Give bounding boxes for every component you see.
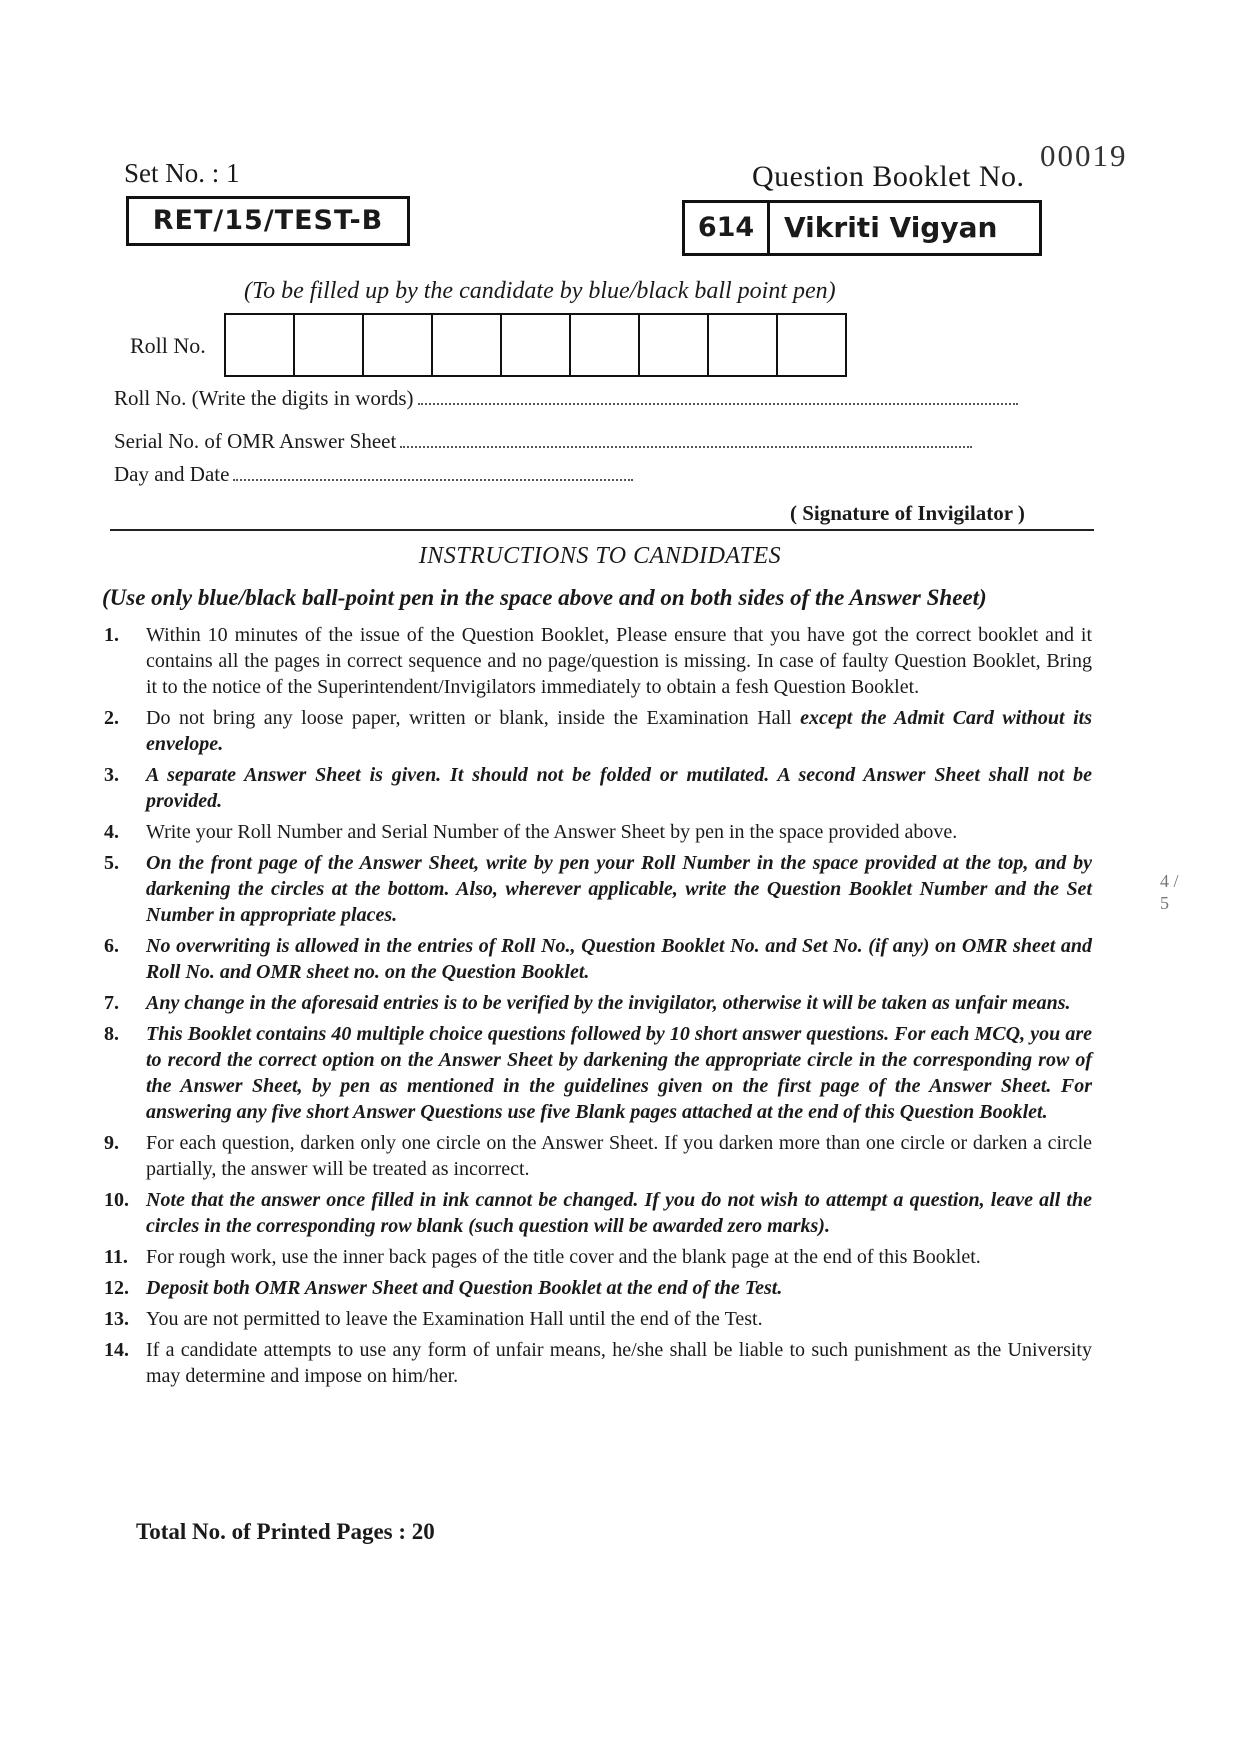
instruction-item [104, 622, 1092, 700]
instruction-number: 10. [104, 1189, 129, 1211]
day-date-line[interactable] [233, 461, 633, 481]
instruction-number: 7. [104, 992, 119, 1014]
instruction-item [104, 1021, 1092, 1125]
question-booklet-number: 00019 [1040, 138, 1128, 173]
instructions-subtitle: (Use only blue/black ball-point pen in the space above and on both sides of the Answer Sheet) [102, 585, 987, 610]
instruction-text-wrapper [146, 705, 1092, 757]
instruction-text: Write your Roll Number and Serial Number of the Answer Sheet by pen in the space provided above. [146, 821, 958, 843]
roll-no-words-label: Roll No. (Write the digits in words) [114, 386, 414, 410]
instruction-number: 5. [104, 852, 119, 874]
instruction-item [104, 990, 1092, 1016]
instruction-number: 6. [104, 935, 119, 957]
omr-serial-field[interactable] [114, 428, 972, 454]
instruction-number: 12. [104, 1277, 129, 1299]
instruction-number: 13. [104, 1308, 129, 1330]
instruction-text: A separate Answer Sheet is given. It should not be folded or mutilated. A second Answer Sheet shall not be provided. [146, 764, 1092, 812]
invigilator-signature-label: ( Signature of Invigilator ) [790, 501, 1025, 525]
roll-no-boxes [224, 313, 847, 377]
total-printed-pages: Total No. of Printed Pages : 20 [136, 1519, 435, 1544]
fill-note: (To be filled up by the candidate by blue/black ball point pen) [244, 278, 836, 304]
instruction-text: Within 10 minutes of the issue of the Question Booklet, Please ensure that you have got the correct booklet and it contains all the pages in correct sequence and no page/question is missing. In case of faulty Question Booklet, Bring it to the notice of the Superintendent/Invigilators immediately to obtain a fesh Question Booklet. [146, 624, 1092, 698]
instruction-item [104, 1275, 1092, 1301]
instruction-number: 4. [104, 821, 119, 843]
instruction-number: 8. [104, 1023, 119, 1045]
instruction-item [104, 1306, 1092, 1332]
roll-digit-box[interactable] [640, 315, 709, 375]
subject-code: 614 [685, 203, 770, 253]
test-code-box: RET/15/TEST-B [126, 196, 410, 246]
roll-digit-box[interactable] [226, 315, 295, 375]
roll-digit-box[interactable] [433, 315, 502, 375]
instruction-item [104, 705, 1092, 757]
roll-no-words-line[interactable] [418, 385, 1018, 405]
instruction-number: 2. [104, 707, 119, 729]
instructions-list [104, 622, 1092, 1394]
instruction-text: If a candidate attempts to use any form of unfair means, he/she shall be liable to such punishment as the University may determine and impose on him/her. [146, 1339, 1092, 1387]
instruction-item [104, 819, 1092, 845]
omr-serial-line[interactable] [400, 428, 972, 448]
set-number: Set No. : 1 [124, 158, 240, 188]
instructions-title: INSTRUCTIONS TO CANDIDATES [418, 543, 782, 569]
instruction-text: For rough work, use the inner back pages of the title cover and the blank page at the end of this Booklet. [146, 1246, 981, 1268]
instruction-number: 14. [104, 1339, 129, 1361]
instruction-number: 1. [104, 624, 119, 646]
roll-digit-box[interactable] [364, 315, 433, 375]
instruction-item [104, 1337, 1092, 1389]
instruction-item [104, 1187, 1092, 1239]
instruction-item [104, 1130, 1092, 1182]
roll-digit-box[interactable] [778, 315, 845, 375]
roll-digit-box[interactable] [295, 315, 364, 375]
instruction-text: Any change in the aforesaid entries is to be verified by the invigilator, otherwise it will be taken as unfair means. [146, 992, 1071, 1014]
instruction-item [104, 850, 1092, 928]
subject-name: Vikriti Vigyan [784, 211, 998, 244]
omr-serial-label: Serial No. of OMR Answer Sheet [114, 429, 397, 453]
instruction-text: Do not bring any loose paper, written or blank, inside the Examination Hall [146, 707, 792, 729]
instruction-number: 11. [104, 1246, 128, 1268]
side-margin-mark: 4 / 5 [1160, 871, 1179, 913]
instruction-item [104, 762, 1092, 814]
divider [110, 529, 1094, 531]
day-date-label: Day and Date [114, 462, 230, 486]
instruction-emphasis: except the Admit Card without its envelope. [146, 707, 1092, 755]
instruction-number: 3. [104, 764, 119, 786]
roll-digit-box[interactable] [571, 315, 640, 375]
instruction-text: For each question, darken only one circle on the Answer Sheet. If you darken more than one circle or darken a circle partially, the answer will be treated as incorrect. [146, 1132, 1092, 1180]
instruction-number: 9. [104, 1132, 119, 1154]
day-date-field[interactable] [114, 461, 633, 487]
instruction-text: On the front page of the Answer Sheet, write by pen your Roll Number in the space provided at the top, and by darkening the circles at the bottom. Also, wherever applicable, write the Question Booklet Number and the Set Number in appropriate places. [146, 852, 1092, 926]
question-booklet-label: Question Booklet No. [752, 160, 1025, 193]
instruction-text: You are not permitted to leave the Examination Hall until the end of the Test. [146, 1308, 763, 1330]
instruction-item [104, 933, 1092, 985]
instruction-item [104, 1244, 1092, 1270]
subject-box [682, 200, 1042, 256]
instruction-text: Deposit both OMR Answer Sheet and Question Booklet at the end of the Test. [146, 1277, 783, 1299]
instruction-text: Note that the answer once filled in ink cannot be changed. If you do not wish to attempt a question, leave all the circles in the corresponding row blank (such question will be awarded zero marks). [146, 1189, 1092, 1237]
instruction-text: This Booklet contains 40 multiple choice questions followed by 10 short answer questions. For each MCQ, you are to record the correct option on the Answer Sheet by darkening the appropriate circle in the corresponding row of the Answer Sheet, by pen as mentioned in the guidelines given on the first page of the Answer Sheet. For answering any five short Answer Questions use five Blank pages attached at the end of this Question Booklet. [146, 1023, 1092, 1123]
instruction-text: No overwriting is allowed in the entries of Roll No., Question Booklet No. and Set No. (if any) on OMR sheet and Roll No. and OMR sheet no. on the Question Booklet. [146, 935, 1092, 983]
roll-digit-box[interactable] [709, 315, 778, 375]
roll-no-words-field[interactable] [114, 385, 1018, 411]
roll-digit-box[interactable] [502, 315, 571, 375]
roll-no-label: Roll No. [130, 333, 206, 358]
